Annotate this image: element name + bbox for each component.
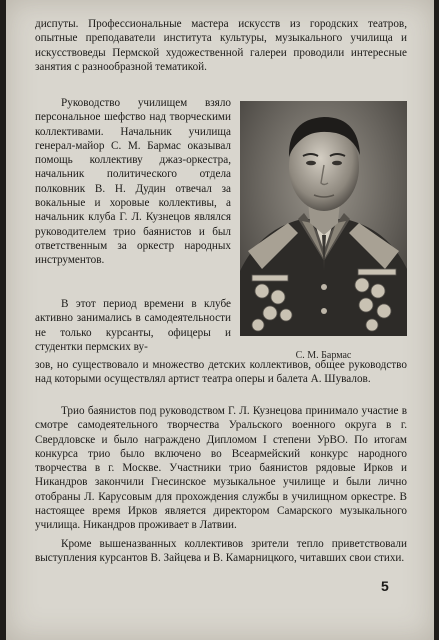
portrait-photo	[240, 101, 407, 336]
photo-caption: С. М. Бармас	[295, 350, 352, 361]
portrait-image	[240, 101, 407, 336]
paragraph-closing: Кроме вышеназванных коллективов зрители тепло приветствовали выступления курсантов В. Зайцева и В. Камарницкого, читавших свои стихи.	[35, 538, 407, 565]
book-page	[6, 0, 434, 640]
paragraph-period-end: зов, но существовало и множество детских коллективов, общее руководство над которыми осуществлял артист театра оперы и балета А. Шувалов.	[35, 359, 407, 386]
paragraph-period-start: В этот период времени в клубе активно занимались в самодеятельности не только курсанты, офицеры и студентки пермских ву-	[35, 298, 231, 353]
paragraph-leadership: Руководство училищем взяло персональное шефство над творческими коллективами. Начальник училища генерал-майор С. М. Бармас оказывал помощь коллективу джаз-оркестра, начальник политического отдела полковник В. Н. Дудин отвечал за вокальные и хоровые коллективы, а начальник клуба Г. Л. Кузнецов являлся руководителем трио баянистов и был ответственным за оркестр народных инструментов.	[35, 97, 231, 267]
paragraph-intro: диспуты. Профессиональные мастера искусств из городских театров, опытные преподаватели института культуры, музыкального училища и искусствоведы Пермской художественной галереи проводили интересные занятия с разнообразной тематикой.	[35, 18, 407, 73]
paragraph-trio: Трио баянистов под руководством Г. Л. Кузнецова принимало участие в смотре самодеятельного творчества Уральского военного округа в г. Свердловске и было награждено Дипломом I степени УрВО. По итогам конкурса трио было включено во Всеармейский конкурс народного творчества в г. Москве. Участники трио баянистов рядовые Ирков и Никандров закончили Гнесинское музыкальное училище и были лично отобраны Л. Карусовым для прохождения службы в училищном оркестре. В настоящее время Ирков является директором Самарского музыкального училища. Никандров проживает в Латвии.	[35, 405, 407, 532]
page-number: 5	[381, 578, 389, 594]
